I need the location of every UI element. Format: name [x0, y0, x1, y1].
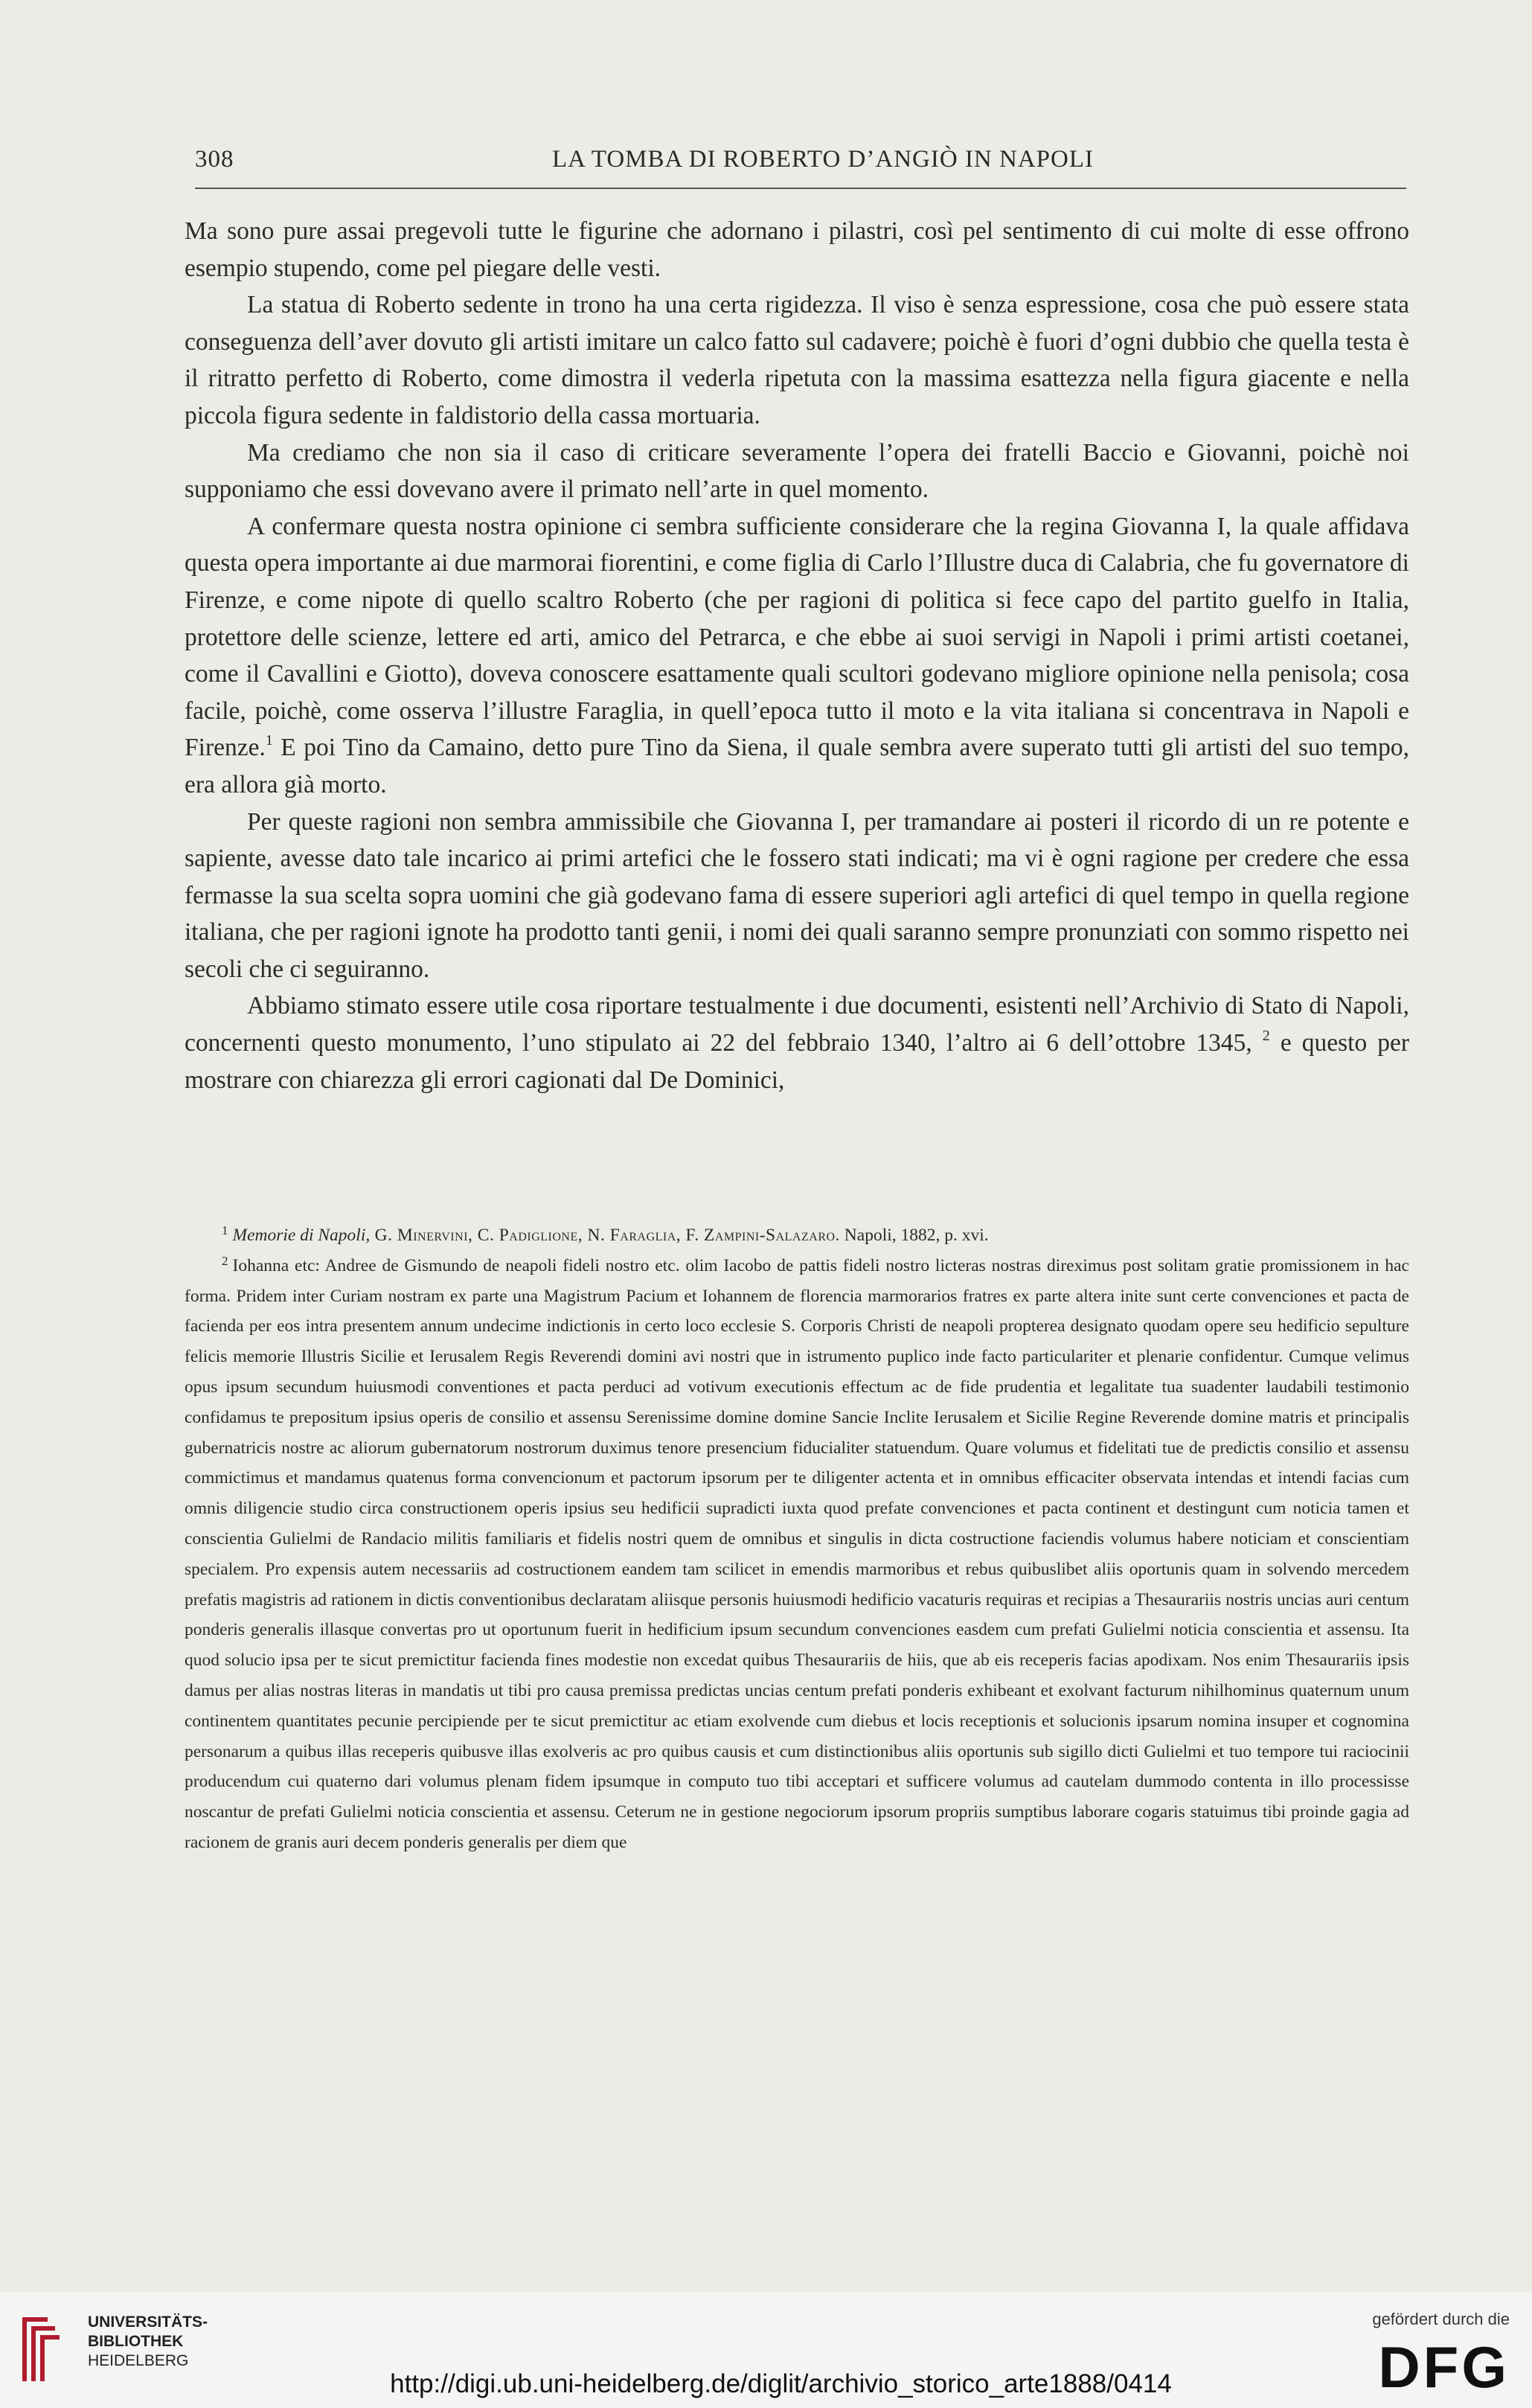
- footnote-ref-2: 2: [1262, 1028, 1270, 1045]
- paragraph-6-text-a: Abbiamo stimato essere utile cosa riportare testualmente i due documenti, esistenti nell’Archivio di Stato di Napoli, concernenti questo monumento, l’uno stipulato ai 22 del febbraio 1340, l’altro ai 6 dell’ottobre 1345,: [185, 992, 1409, 1057]
- footnote-1-rest: Napoli, 1882, p. xvi.: [839, 1226, 989, 1245]
- paragraph-2: La statua di Roberto sedente in trono ha una certa rigidezza. Il viso è senza espressione, cosa che può essere stata conseguenza dell’aver dovuto gli artisti imitare un calco fatto sul cadavere; poichè è fuori d’ogni dubbio che quella testa è il ritratto perfetto di Roberto, come dimostra il vederla ripetuta con la massima esattezza nella figura giacente e nella piccola figura sedente in faldistorio della cassa mortuaria.: [185, 291, 1409, 429]
- paragraph-3: Ma crediamo che non sia il caso di criticare severamente l’opera dei fratelli Baccio e Giovanni, poichè noi supponiamo che essi dovevano avere il primato nell’arte in quel momento.: [185, 438, 1409, 504]
- paragraph-1: Ma sono pure assai pregevoli tutte le figurine che adornano i pilastri, così pel sentimento di cui molte di esse offrono esempio stupendo, come pel piegare delle vesti.: [185, 217, 1409, 282]
- dfg-logo: DFG: [1378, 2334, 1510, 2400]
- paragraph-6-text-b: e questo per mostrare con chiarezza gli errori cagionati dal De Dominici,: [185, 1029, 1410, 1094]
- footnote-1-authors: G. Minervini, C. Padiglione, N. Faraglia, F. Zampini-Salazaro.: [370, 1226, 840, 1245]
- paragraph-4-text-a: A confermare questa nostra opinione ci sembra sufficiente considerare che la regina Giovanna I, la quale affidava questa opera importante ai due marmorai fiorentini, e come figlia di Carlo l’Illustre duca di Calabria, che fu governatore di Firenze, e come nipote di quello scaltro Roberto (che per ragioni di politica si fece capo del partito guelfo in Italia, protettore delle scienze, lettere ed arti, amico del Petrarca, e che ebbe ai suoi servigi in Napoli i primi artisti coetanei, come il Cavallini e Giotto), doveva conoscere esattamente quali scultori godevano migliore opinione nella penisola; cosa facile, poichè, come osserva l’illustre Faraglia, in quell’epoca tutto il moto e la vita italiana si concentrava in Napoli e Firenze.: [185, 512, 1409, 762]
- paragraph-4-text-b: E poi Tino da Camaino, detto pure Tino da Siena, il quale sembra avere superato tutti gli artisti del suo tempo, era allora già morto.: [185, 734, 1409, 798]
- footnote-2-text: Iohanna etc: Andree de Gismundo de neapoli fideli nostro etc. olim Iacobo de pattis fideli nostro licteras nostras direximus post solitam gratie promissionem in hac forma. Pridem inter Curiam nostram ex parte una Magistrum Pacium et Iohannem de florencia marmorarios fratres ex parte altera inite sunt certe convenciones et pacta de facienda per eos intra presentem annum undecime indictionis in certo loco ecclesie S. Corporis Christi de neapoli propterea designato quodam opere seu hedificio sepulture felicis memorie Illustris Sicilie et Ierusalem Regis Reverendi domini avi nostri que in istrumento puplico inde facto particulariter et plenarie confidentur. Cumque velimus opus ipsum secundum huiusmodi conventiones et pacta perduci ad votivum executionis effectum ac de fide prudentia et legalitate tua suadenter laudabili testimonio confidamus te prepositum ipsius operis de consilio et assensu Serenissime domine domine Sancie Inclite Ierusalem et Sicilie Regine Reverende domine matris et principalis gubernatricis nostre ac aliorum gubernatorum nostrorum duximus tenore presencium fiducialiter statuendum. Quare volumus et fidelitati tue de predictis consilio et assensu commictimus et mandamus quatenus forma convencionum et pactorum ipsorum per te diligenter actenta et in omnibus efficaciter observata intendas et intendi facias cum omnis diligencie studio circa constructionem operis ipsius seu hedificii supradicti iuxta quod prefate convenciones et pacta continent et destingunt cum noticia tamen et conscientia Gulielmi de Randacio militis familiaris et fidelis nostri quem de omnibus et singulis in dicta costructione faciendis volumus habere noticiam et conscientiam specialem. Pro expensis autem necessariis ad costructionem eandem tam scilicet in emendis marmoribus et rebus quibuslibet aliis oportunis quam in solvendo mercedem prefatis magistris ad rationem in dictis conventionibus declaratam aliisque personis huiusmodi hedificio vacaturis requiras et recipias a Thesaurariis nostris uncias auri centum ponderis generalis illasque convertas pro ut oportunum fuerit in hedificium ipsum secundum convenciones easdem cum prefati Gulielmi noticia conscientia et assensu. Ita quod solucio ipsa per te sicut premictitur facienda fines modestie non excedat quibus Thesaurariis de hiis, que ab eis receperis facias apodixam. Nos enim Thesaurariis ipsis damus per alias nostras literas in mandatis ut tibi pro causa premissa predictas uncias centum prefati ponderis exhibeant et exolvant facturum nihilhominus quaternum unum continentem quantitates pecunie percipiende per te sicut premictitur ac etiam exolvende cum diebus et locis receptionis et solucionis ipsarum nomina insuper et cognomina personarum a quibus illas receperis quibusve illas exolveris ac pro quibus causis et cum distinctionibus aliis oportunis sub sigillo dicti Gulielmi et tuo tempore tui raciocinii producendum cui quaterno dari volumus plenam fidem ipsumque in computo tuo tibi acceptari et sufficere volumus ad cautelam dummodo contenta in illo processisse noscantur de prefati Gulielmi noticia conscientia et assensu. Ceterum ne in gestione negociorum ipsorum propriis sumptibus laborare cogaris statuimus tibi proinde gagia ad racionem de granis auri decem ponderis generalis per diem que: [185, 1255, 1409, 1852]
- library-name-line-2: BIBLIOTHEK: [88, 2333, 184, 2350]
- library-name: [88, 2313, 208, 2371]
- main-text: [185, 213, 1409, 1098]
- page-number: 308: [195, 146, 234, 173]
- document-url-link[interactable]: http://digi.ub.uni-heidelberg.de/diglit/archivio_storico_arte1888/0414: [390, 2369, 1172, 2398]
- digitization-footer: [0, 2292, 1532, 2408]
- running-title: LA TOMBA DI ROBERTO D’ANGIÒ IN NAPOLI: [551, 146, 1094, 173]
- paragraph-4: [185, 508, 1409, 804]
- paragraph-6: [185, 987, 1409, 1098]
- footnote-ref-1: 1: [265, 732, 273, 749]
- library-name-line-1: UNIVERSITÄTS-: [88, 2313, 208, 2331]
- footnote-2: [185, 1251, 1409, 1858]
- footnote-1: [185, 1220, 1409, 1251]
- footnote-1-number: 1: [222, 1223, 228, 1237]
- footnote-1-title: Memorie di Napoli,: [232, 1226, 371, 1245]
- footnote-2-number: 2: [222, 1253, 228, 1268]
- page-header: [195, 143, 1406, 189]
- footnotes: [185, 1220, 1409, 1858]
- paragraph-5: Per queste ragioni non sembra ammissibile che Giovanna I, per tramandare ai posteri il ricordo di un re potente e sapiente, avesse dato tale incarico ai primi artefici che le fossero stati indicati; ma vi è ogni ragione per credere che essa fermasse la sua scelta sopra uomini che già godevano fama di essere superiori agli artefici di quel tempo in quella regione italiana, che per ragioni ignote ha prodotto tanti genii, i nomi dei quali saranno sempre pronunziati con sommo rispetto nei secoli che ci seguiranno.: [185, 807, 1409, 983]
- library-name-line-3: HEIDELBERG: [88, 2352, 189, 2369]
- funding-caption: gefördert durch die: [1372, 2310, 1510, 2328]
